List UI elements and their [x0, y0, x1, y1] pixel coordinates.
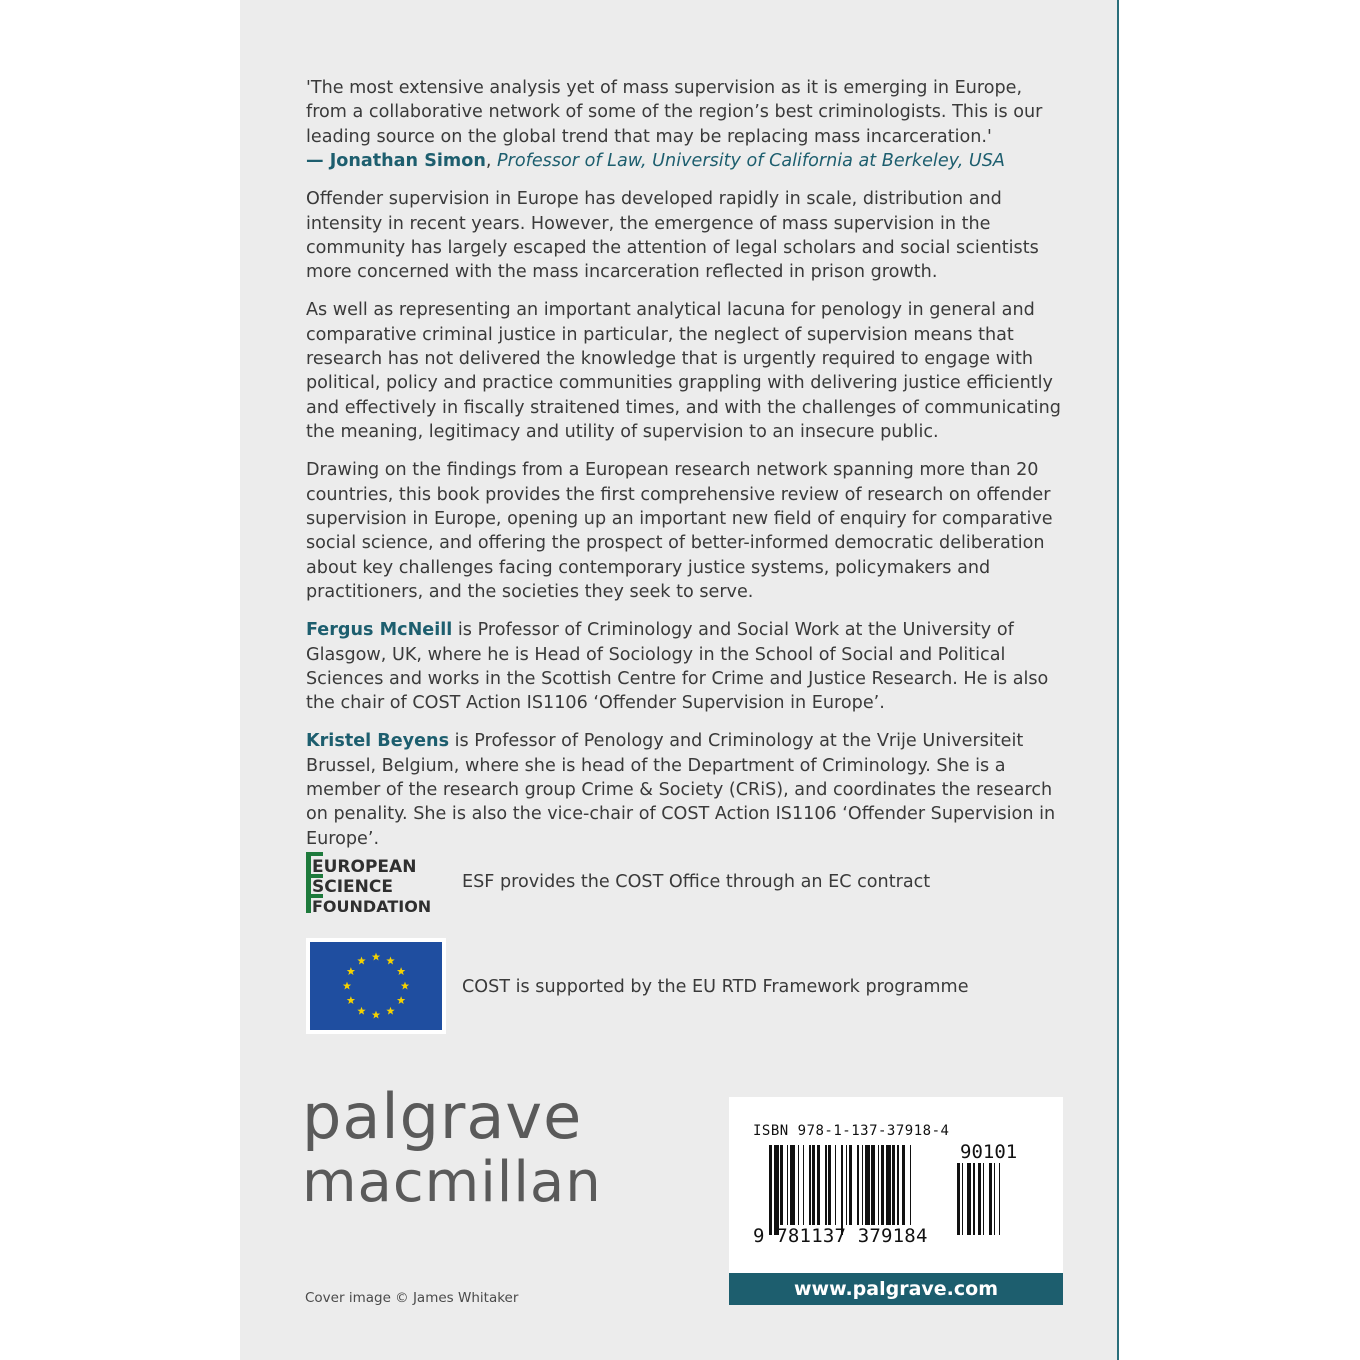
barcode-bar — [787, 1145, 789, 1225]
barcode-bar — [881, 1145, 884, 1225]
barcode-bar — [809, 1145, 811, 1225]
barcode-bar — [849, 1145, 852, 1225]
author-bio-1 — [306, 618, 1066, 716]
esf-row — [306, 850, 1066, 916]
barcode-bar — [817, 1145, 820, 1225]
barcode-bar — [846, 1145, 848, 1225]
barcode-bar — [803, 1145, 805, 1225]
author-bio-2 — [306, 729, 1066, 851]
barcode-bar — [798, 1145, 800, 1225]
description-paragraph-1: Offender supervision in Europe has developed rapidly in scale, distribution and intensity in recent years. However, the emergence of mass supervision in the community has largely escaped the attention of legal scholars and social scientists more concerned with the mass incarceration reflected in prison growth. — [306, 189, 1039, 283]
barcode-bar — [774, 1145, 779, 1235]
barcode-addon-bar — [973, 1163, 975, 1235]
barcode-addon-bar — [989, 1163, 992, 1235]
publisher-logo — [302, 1082, 602, 1214]
barcode-box — [729, 1097, 1063, 1273]
barcode-addon-bar — [978, 1163, 981, 1235]
barcode-bar — [865, 1145, 870, 1225]
barcode-bar — [886, 1145, 891, 1225]
isbn-label: ISBN 978-1-137-37918-4 — [753, 1123, 950, 1139]
barcode-bar — [862, 1145, 864, 1225]
website-bar[interactable] — [729, 1273, 1063, 1305]
barcode-bar — [828, 1145, 831, 1225]
author-name-2: Kristel Beyens — [306, 731, 450, 752]
description-paragraph-2: As well as representing an important analytical lacuna for penology in general and comparative criminal justice in particular, the neglect of supervision means that research has not delivered the knowledge that is urgently required to engage with political, policy and practice communities grappling with delivering justice efficiently and effectively in fiscally straitened times, and with the challenges of communicating the meaning, legitimacy and utility of supervision to an insecure public. — [306, 300, 1061, 443]
barcode-bar — [790, 1145, 795, 1225]
barcode-addon-bar — [999, 1163, 1001, 1235]
barcode-bar — [897, 1145, 899, 1225]
endorsement-quote — [306, 76, 1066, 174]
barcode-addon-bar — [962, 1163, 964, 1235]
barcode-bar — [841, 1145, 843, 1235]
esf-logo — [306, 850, 451, 916]
barcode-bar — [825, 1145, 827, 1225]
esf-caption: ESF provides the COST Office through an EC contract — [462, 872, 931, 892]
barcode-addon-bar — [983, 1163, 985, 1235]
barcode-bar — [871, 1145, 874, 1225]
barcode-bar — [780, 1145, 783, 1225]
eu-flag — [306, 938, 446, 1034]
barcode-bar — [878, 1145, 880, 1225]
cover-image-credit: Cover image © James Whitaker — [305, 1290, 519, 1306]
eu-row — [306, 938, 1066, 1036]
barcode-bar — [857, 1145, 859, 1225]
website-link[interactable]: www.palgrave.com — [794, 1278, 998, 1300]
quote-author: — Jonathan Simon — [306, 151, 486, 172]
barcode-addon-bar — [967, 1163, 972, 1235]
esf-logo-line-2: SCIENCE — [312, 877, 393, 897]
eu-caption: COST is supported by the EU RTD Framework programme — [462, 977, 969, 997]
barcode-addon: 90101 — [960, 1141, 1018, 1163]
barcode-bar — [835, 1145, 837, 1225]
author-name-1: Fergus McNeill — [306, 620, 453, 641]
barcode-bar — [910, 1145, 912, 1225]
cover-text — [306, 76, 1066, 865]
publisher-logo-line-2: macmillan — [302, 1150, 602, 1215]
spine-edge — [1117, 0, 1119, 1360]
barcode-bar — [769, 1145, 772, 1235]
quote-separator: , — [485, 151, 498, 172]
barcode-addon-bar — [957, 1163, 960, 1235]
barcode-bar — [892, 1145, 895, 1225]
barcode-bar — [812, 1145, 815, 1225]
barcode-addon-bar — [994, 1163, 996, 1235]
barcode-bar — [902, 1145, 905, 1225]
esf-logo-line-1: EUROPEAN — [312, 857, 417, 877]
quote-author-role: Professor of Law, University of California at Berkeley, USA — [497, 151, 1005, 172]
author-bio-text-2: is Professor of Penology and Criminology at the Vrije Universiteit Brussel, Belgium, where she is head of the Department of Criminology. She is a member of the research group Crime & Society (CRiS), and coordinates the research on penality. She is also the vice-chair of COST Action IS1106 ‘Offender Supervision in Europe’. — [306, 731, 1056, 849]
description-paragraph-3: Drawing on the findings from a European research network spanning more than 20 countries, this book provides the first comprehensive review of research on offender supervision in Europe, opening up an important new field of enquiry for comparative social science, and offering the prospect of better-informed democratic deliberation about key challenges facing contemporary justice systems, policymakers and practitioners, and the societies they seek to serve. — [306, 460, 1053, 603]
quote-text: 'The most extensive analysis yet of mass supervision as it is emerging in Europe, from a collaborative network of some of the region’s best criminologists. This is our leading source on the global trend that may be replacing mass incarceration.' — [306, 78, 1043, 147]
publisher-logo-line-1: palgrave — [302, 1080, 583, 1153]
barcode-digits: 9 781137 379184 — [753, 1225, 928, 1247]
author-bio-text-1: is Professor of Criminology and Social Work at the University of Glasgow, UK, where he is Head of Sociology in the School of Social and Political Sciences and works in the Scottish Centre for Crime and Justice Research. He is also the chair of COST Action IS1106 ‘Offender Supervision in Europe’. — [306, 620, 1049, 714]
esf-logo-line-3: FOUNDATION — [312, 897, 432, 916]
